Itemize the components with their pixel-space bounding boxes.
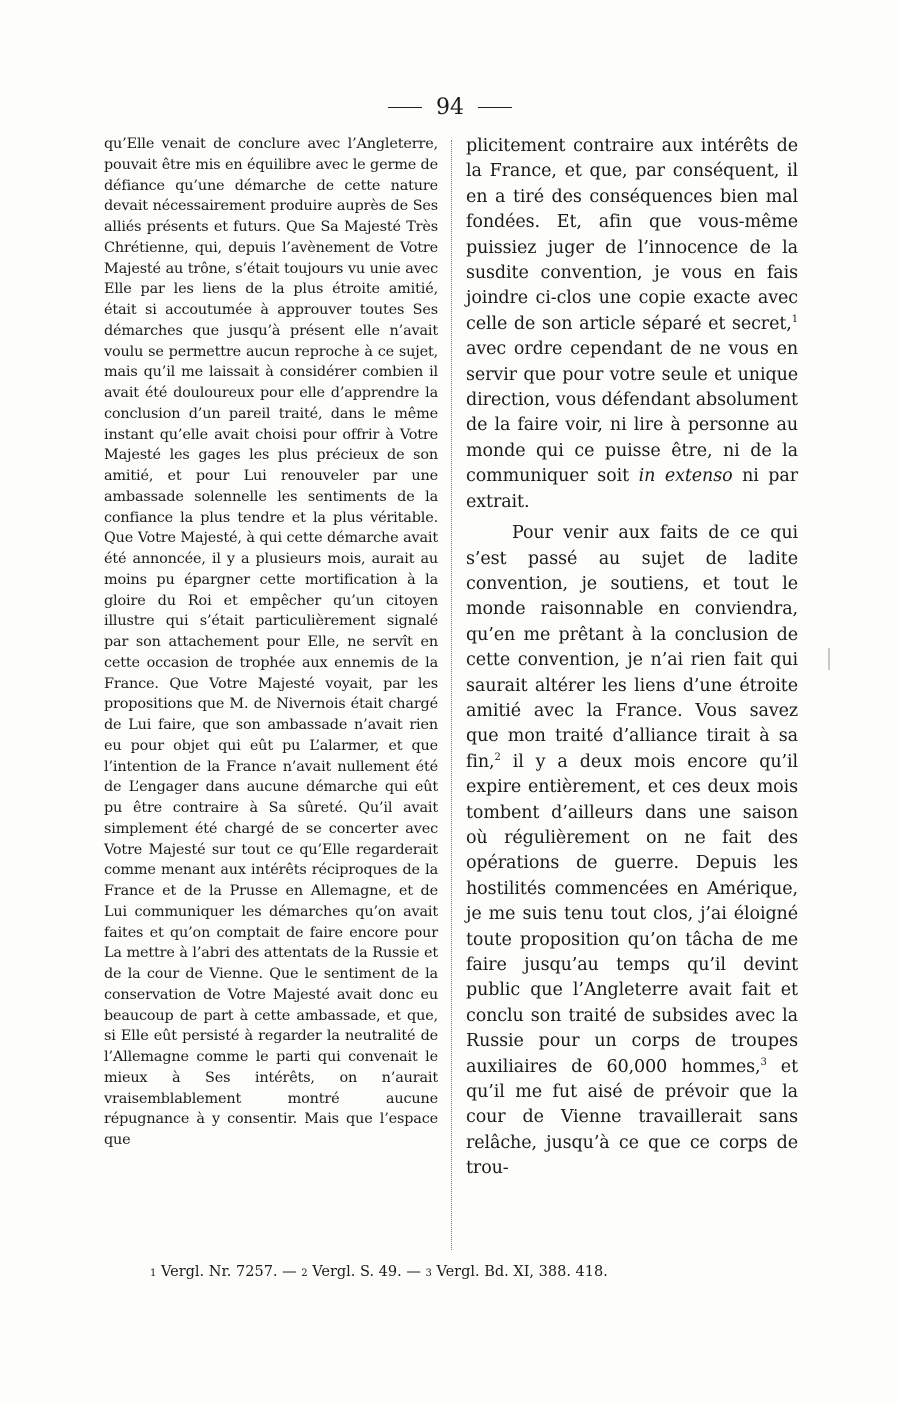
page-header (0, 92, 900, 122)
footnote-ref-3[interactable]: 3 (760, 1056, 767, 1068)
footnote-separator-1: — (282, 1264, 297, 1280)
footnote-ref-1[interactable]: 1 (791, 314, 798, 326)
right-p2-text-a: Pour venir aux faits de ce qui s’est passé au sujet de ladite convention, je soutiens, et tout le monde raisonnable en conviendra, qu’en me prêtant à la conclusion de cette convention, je n’ai rien fait qui saurait altérer les liens d’une étroite amitié avec la France. Vous savez que mon traité d’alliance tirait à sa fin, (466, 523, 798, 772)
header-rule-left (388, 107, 422, 108)
header-rule-right (478, 107, 512, 108)
right-column (466, 134, 798, 1182)
right-paragraph-2 (466, 521, 798, 1182)
footnotes (150, 1264, 800, 1280)
right-p1-text-b: avec ordre cependant de ne vous en servir que pour votre seule et unique direction, vous défendant absolument de la faire voir, ni lire à personne au monde qui ce puisse être, ni de la communiquer soit (466, 339, 798, 487)
left-column-text: qu’Elle venait de conclure avec l’Angleterre, pouvait être mis en équilibre avec le germe de défiance qu’une démarche de cette nature devait nécessairement produire auprès de Ses alliés présents et futurs. Que Sa Majesté Très Chrétienne, qui, depuis l’avènement de Votre Majesté au trône, s’était toujours vu unie avec Elle par les liens de la plus étroite amitié, était si accoutumée à approuver toutes Ses démarches que jusqu’à présent elle n’avait voulu se permettre aucun reproche à ce sujet, mais qu’il me laissait à considérer combien il avait été douloureux pour elle d’apprendre la conclusion d’un pareil traité, dans le même instant qu’elle avait choisi pour offrir à Votre Majesté les gages les plus précieux de son amitié, et pour Lui renouveler par une ambassade solennelle les sentiments de la confiance la plus tendre et la plus véritable. Que Votre Majesté, à qui cette démarche avait été annoncée, il y a plusieurs mois, aurait au moins pu épargner cette mortification à la gloire du Roi et empêcher qu’un citoyen illustre qui s’était particulièrement signalé par son attachement pour Elle, ne servît en cette occasion de trophée aux ennemis de la France. Que Votre Majesté voyait, par les propositions que M. de Nivernois était chargé de Lui faire, que son ambassade n’avait rien eu pour objet qui eût pu L’alarmer, et que l’intention de la France n’avait nullement été de L’engager dans aucune démarche qui eût pu être contraire à Sa sûreté. Qu’il avait simplement été chargé de se concerter avec Votre Majesté sur tout ce qu’Elle regarderait comme menant aux intérêts réciproques de la France et de la Prusse en Allemagne, et de Lui communiquer les démarches qu’on avait faites et qu’on comptait de faire encore pour La mettre à l’abri des attentats de la Russie et de la cour de Vienne. Que le sentiment de la conservation de Votre Majesté avait donc eu beaucoup de part à cette ambassade, et que, si Elle eût persisté à regarder la neutralité de l’Allemagne comme le parti qui convenait le mieux à Ses intérêts, on n’aurait vraisemblablement montré aucune répugnance à y consentir. Mais que l’espace que (104, 136, 438, 1148)
right-p2-text-b: il y a deux mois encore qu’il expire entièrement, et ces deux mois tombent d’ailleurs dans une saison où régulièrement on ne fait des opérations de guerre. Depuis les hostilités commencées en Amérique, je me suis tenu tout clos, j’ai éloigné toute proposition qu’on tâcha de me faire jusqu’au temps qu’il devint public que l’Angleterre avait fait et conclu son traité de subsides avec la Russie pour un corps de troupes auxiliaires de 60,000 hommes, (466, 751, 798, 1077)
page-number: 94 (436, 94, 464, 120)
right-paragraph-1 (466, 134, 798, 515)
right-p1-text-a: plicitement contraire aux intérêts de la France, et que, par conséquent, il en a tiré des conséquences bien mal fondées. Et, afin que vous-même puissiez juger de l’innocence de la susdite convention, je vous en fais joindre ci-clos une copie exacte avec celle de son article séparé et secret, (466, 136, 798, 334)
footnote-1-number: 1 (150, 1268, 157, 1279)
footnote-2-number: 2 (301, 1268, 308, 1279)
right-p2-text-c: et qu’il me fut aisé de prévoir que la cour de Vienne travaillerait sans relâche, jusqu’à ce que ce corps de trou- (466, 1056, 798, 1179)
footnote-3-number: 3 (425, 1268, 432, 1279)
right-p1-text-c: ni par extrait. (466, 466, 798, 512)
right-p1-italic: in extenso (638, 466, 733, 487)
footnote-2-text: Vergl. S. 49. (312, 1264, 402, 1280)
footnote-ref-2[interactable]: 2 (494, 751, 501, 763)
left-column (104, 134, 438, 1151)
column-divider (451, 140, 452, 1250)
footnote-1-text: Vergl. Nr. 7257. (160, 1264, 278, 1280)
margin-mark (828, 648, 830, 670)
footnote-separator-2: — (406, 1264, 421, 1280)
footnote-3-text: Vergl. Bd. XI, 388. 418. (436, 1264, 608, 1280)
